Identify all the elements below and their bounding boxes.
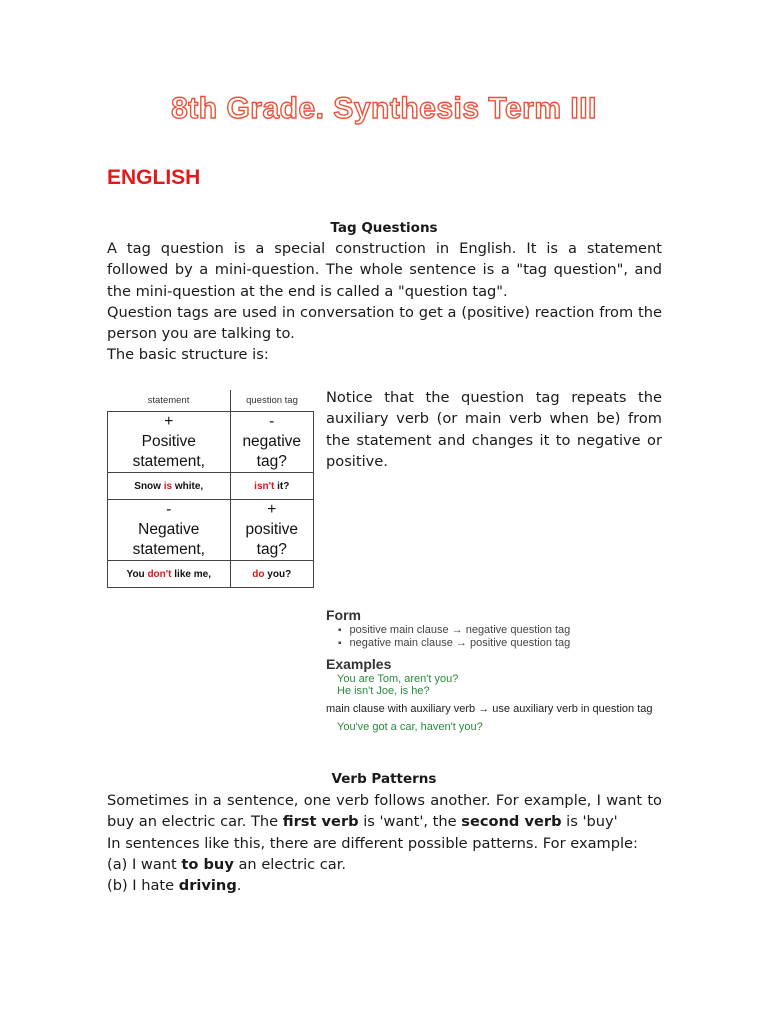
tag-questions-heading: Tag Questions (330, 220, 438, 236)
verb-patterns-heading: Verb Patterns (331, 771, 437, 787)
plus-sign: + (267, 501, 277, 518)
cell-label: Positive statement, (132, 433, 205, 470)
cell-label: positive tag? (245, 521, 299, 558)
auxiliary-rule: main clause with auxiliary verb → use auxiliary verb in question tag (326, 703, 653, 715)
header-statement: statement (108, 390, 231, 412)
paragraph: Question tags are used in conversation to get a (positive) reaction from the person you are talking to. (107, 303, 662, 343)
negative-tag-cell (230, 412, 314, 473)
minus-sign: - (166, 501, 172, 518)
form-examples-box (326, 607, 766, 733)
minus-sign: - (269, 413, 275, 430)
table-row (108, 473, 314, 500)
form-label: Form (326, 607, 361, 623)
paragraph: In sentences like this, there are different possible patterns. For example: (107, 834, 638, 852)
example-cell: You don't like me, (108, 561, 231, 588)
page-title: 8th Grade. Synthesis Term III (171, 92, 597, 125)
positive-statement-cell (108, 412, 231, 473)
example-cell: do you? (230, 561, 314, 588)
examples-label: Examples (326, 656, 392, 672)
tag-structure-table (107, 390, 314, 588)
cell-label: Negative statement, (132, 521, 205, 558)
question-tag-note: Notice that the question tag repeats the auxiliary verb (or main verb when be) from the statement and changes it to negative or positive. (326, 389, 662, 470)
header-question-tag: question tag (230, 390, 314, 412)
list-item: ▪ negative main clause → positive question tag (338, 637, 766, 650)
paragraph: Sometimes in a sentence, one verb follows another. For example, I want to buy an electric car. The first verb is 'want', the second verb is 'buy' (107, 792, 662, 831)
example-a: (a) I want to buy an electric car. (107, 855, 347, 873)
example-cell: isn't it? (230, 473, 314, 500)
paragraph: A tag question is a special construction in English. It is a statement followed by a mini-question. The whole sentence is a "tag question", and the mini-question at the end is called a "question tag". (107, 240, 662, 300)
table-header-row (108, 390, 314, 412)
example-sentence: He isn't Joe, is he? (337, 685, 430, 697)
example-b: (b) I hate driving. (107, 877, 242, 895)
cell-label: negative tag? (242, 433, 302, 470)
form-list (326, 624, 766, 650)
example-sentence: You are Tom, aren't you? (337, 673, 459, 685)
table-row (108, 561, 314, 588)
positive-tag-cell (230, 500, 314, 561)
plus-sign: + (164, 413, 174, 430)
paragraph: The basic structure is: (107, 346, 269, 364)
table-row (108, 412, 314, 473)
table-row (108, 500, 314, 561)
example-sentence: You've got a car, haven't you? (337, 721, 483, 733)
section-heading-english: ENGLISH (107, 166, 201, 189)
verb-patterns-body (107, 790, 662, 896)
tag-questions-intro (107, 238, 662, 366)
list-item: ▪ positive main clause → negative question tag (338, 624, 766, 637)
example-cell: Snow is white, (108, 473, 231, 500)
negative-statement-cell (108, 500, 231, 561)
